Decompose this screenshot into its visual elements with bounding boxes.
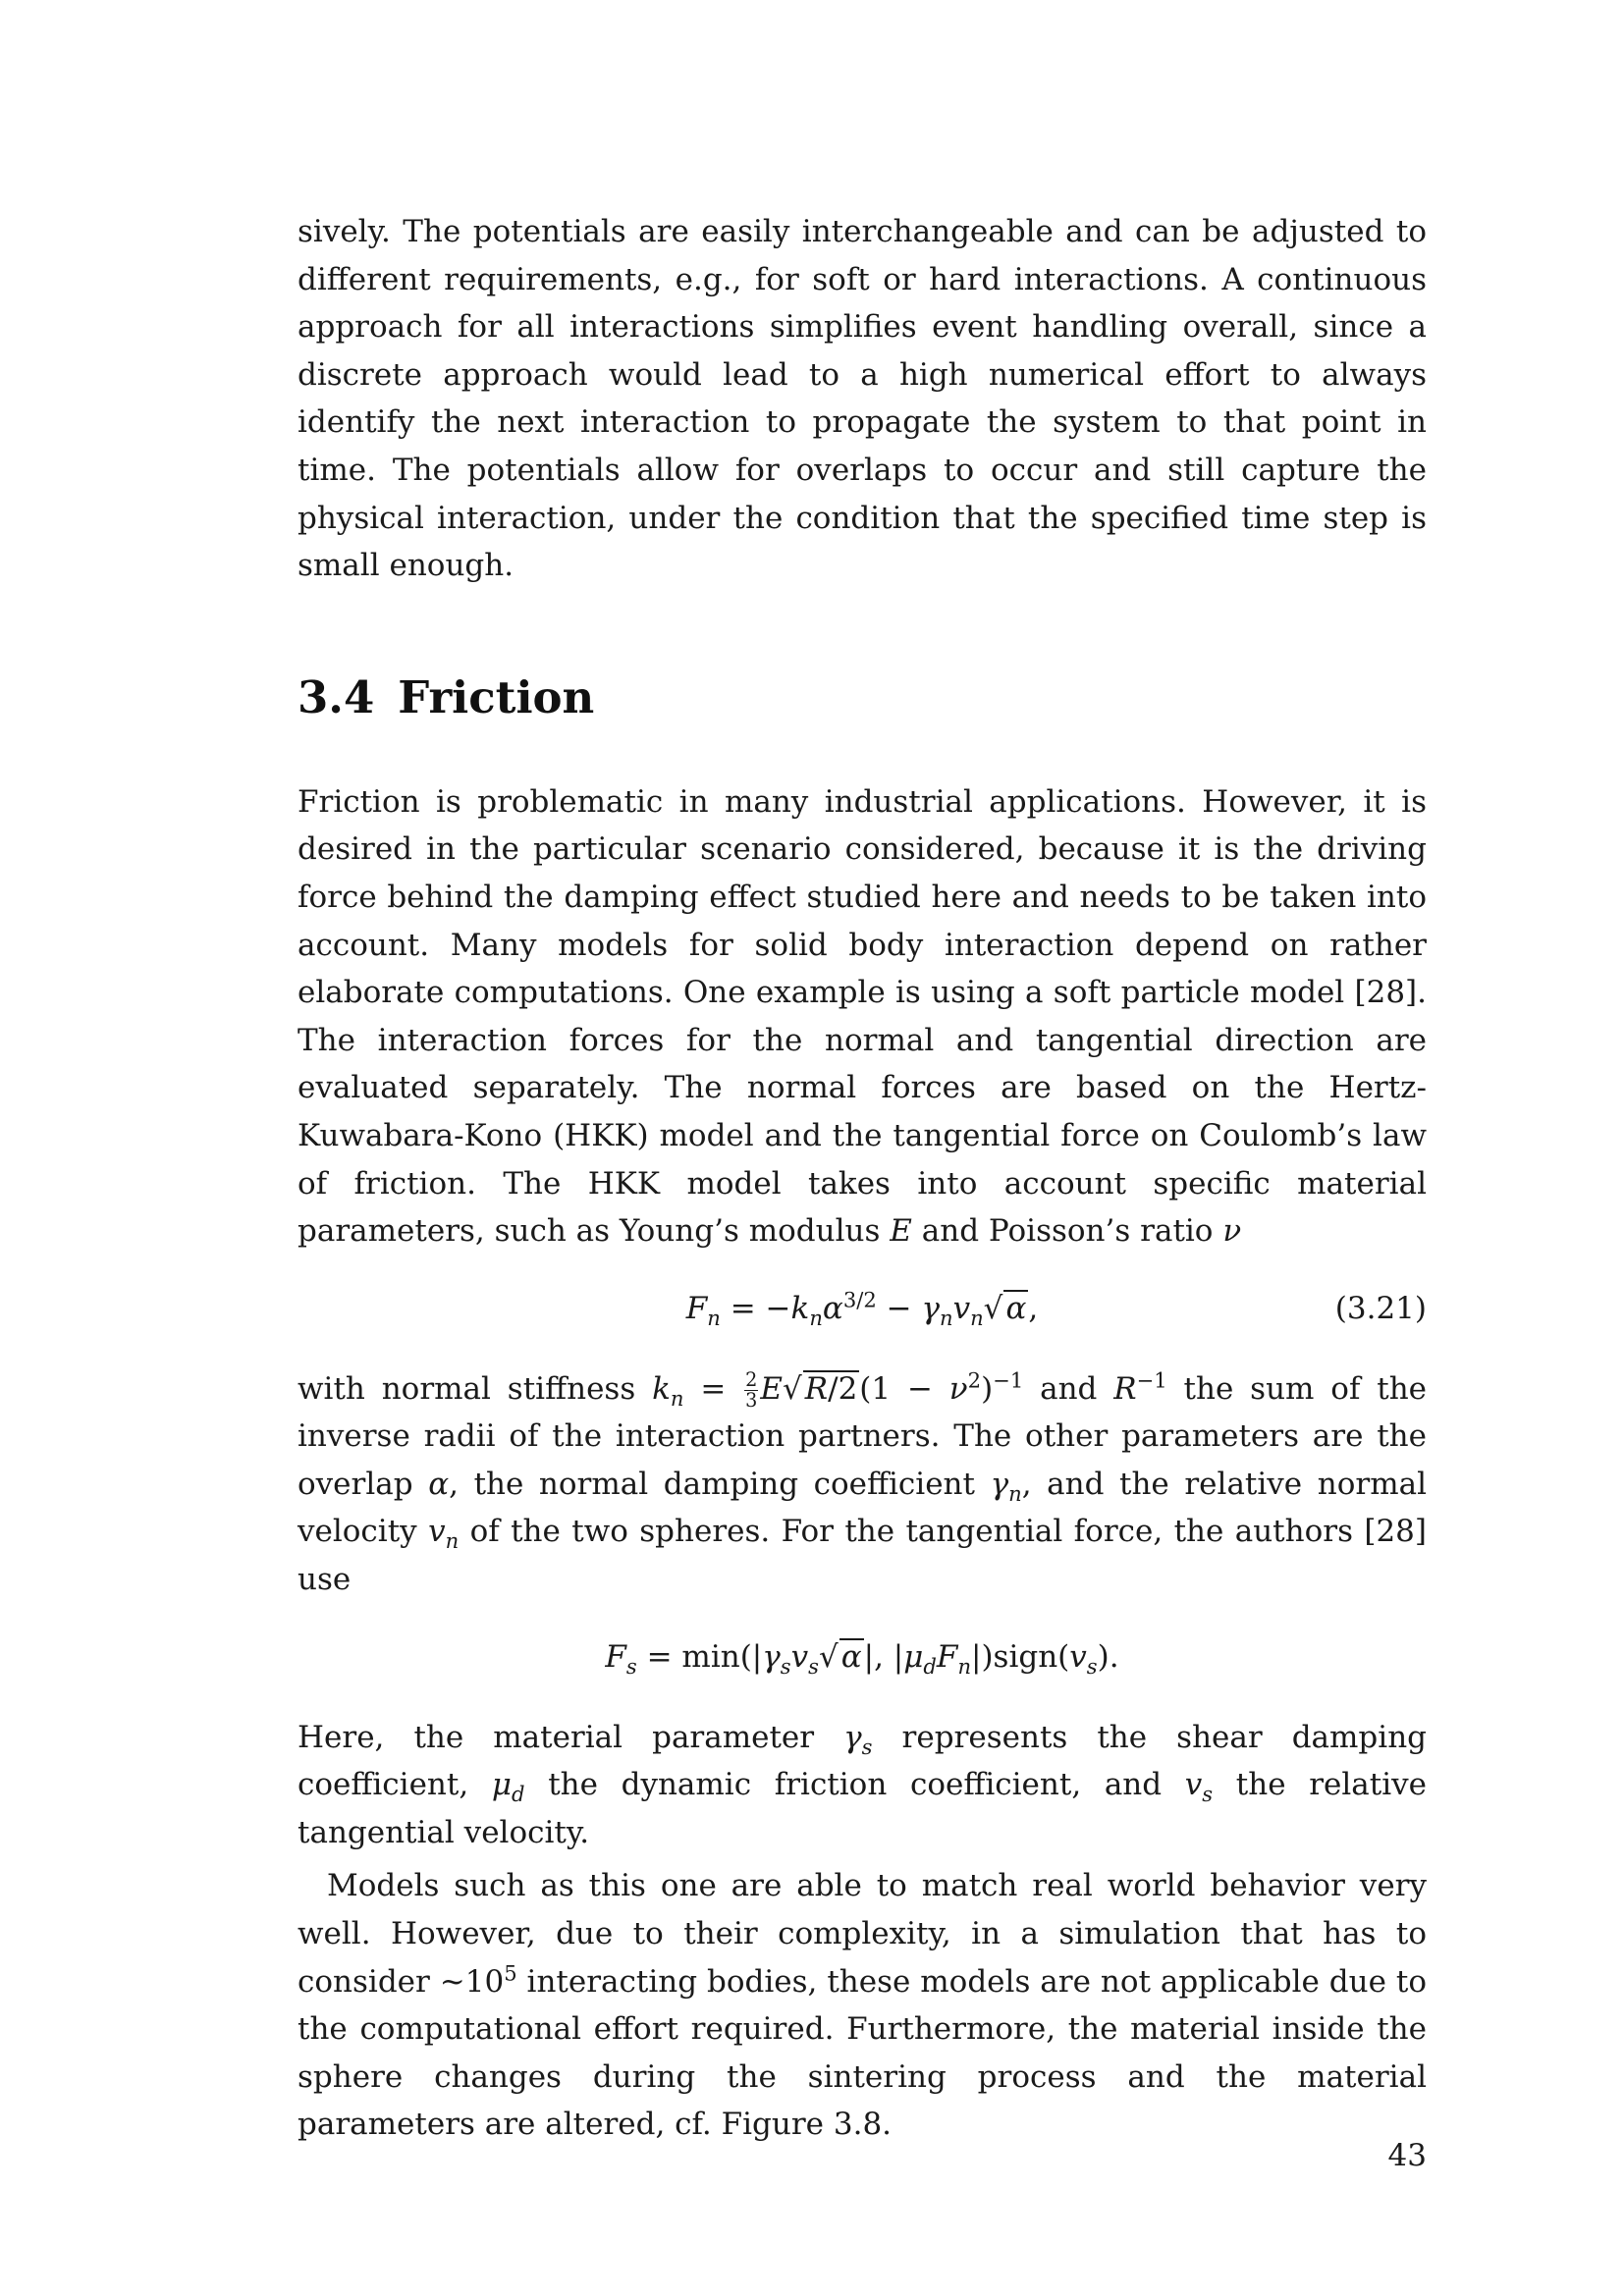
math-young-modulus: E	[890, 1213, 912, 1250]
page-content	[298, 208, 1427, 2149]
paragraph-intro: sively. The potentials are easily interchangeable and can be adjusted to different requirements, e.g., for soft or hard interactions. A continuous approach for all interactions simplifies event handling overall, since a discrete approach would lead to a high numerical effort to always identify the next interaction to propagate the system to that point in time. The potentials allow for overlaps to occur and still capture the physical interaction, under the condition that the specified time step is small enough.	[298, 214, 1427, 584]
math-poisson-ratio: ν	[1222, 1213, 1242, 1250]
paragraph-friction-text: Friction is problematic in many industrial applications. However, it is desired in the particular scenario considered, because it is the driving force behind the damping effect studied here and needs to be taken into account. Many models for solid body interaction depend on rather elaborate computations. One example is using a soft particle model [28]. The interaction forces for the normal and tangential direction are evaluated separately. The normal forces are based on the Hertz-Kuwabara-Kono (HKK) model and the tangential force on Coulomb’s law of friction. The HKK model takes into account specific material parameters, such as Young’s modulus	[298, 783, 1427, 1250]
paragraph-parameters: Here, the material parameter $\gamma_s$ represents the shear damping coefficient, $\mu_d$ the dynamic friction coefficient, and $v_s$ the relative tangential velocity.	[298, 1719, 1428, 1850]
equation-tangential-force: $F_s = \min(|\gamma_sv_s√\alpha|$, $|\mu_dF_n|)sign(v_s)$.	[605, 1638, 1119, 1679]
paragraph-friction-poisson: and Poisson’s ratio	[921, 1213, 1214, 1250]
section-title: Friction	[398, 670, 595, 723]
section-number: 3.4	[298, 670, 375, 723]
page-number: 43	[1387, 2138, 1427, 2173]
section-heading	[298, 668, 1427, 727]
paragraph-stiffness: with normal stiffness $k_n$ = $\frac{2}{3}$ $E√R/2(1 - \nu^2)^{-1}$ and $R^{-1}$ the sum of the inverse radii of the interaction partners. The other parameters are the overlap α, the normal damping coefficient $\gamma_n$, and the relative normal velocity $v_n$ of the two spheres. For the tangential force, the authors [28] use	[298, 1367, 1428, 1598]
equation-number: (3.21)	[1334, 1290, 1427, 1326]
equation-3-21-body: $F_n = -k_n\alpha^{3/2} - \gamma_nv_n√\alpha$,	[685, 1287, 1039, 1330]
paragraph-models: Models such as this one are able to match real world behavior very well. However, due to their complexity, in a simulation that has to consider $\sim 10^5$ interacting bodies, these models are not applicable due to the computational effort required. Furthermore, the material inside the sphere changes during the sintering process and the material parameters are altered, cf. Figure 3.8.	[298, 1868, 1427, 2143]
paragraph-friction	[298, 778, 1427, 1255]
equation-3-21	[298, 1281, 1427, 1336]
